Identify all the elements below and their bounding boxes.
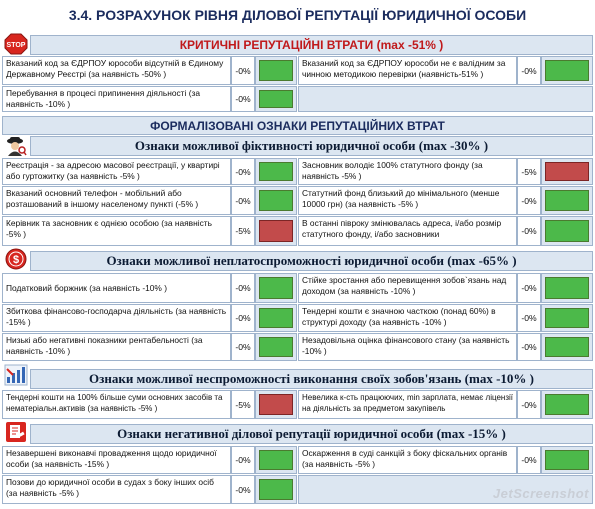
criterion-percent: -0% xyxy=(517,186,541,215)
criterion-percent: -5% xyxy=(231,216,255,246)
status-indicator xyxy=(541,390,593,419)
status-indicator xyxy=(255,216,297,246)
legal-document-icon xyxy=(4,421,28,443)
criterion-text: Керівник та засновник є однією особою (за наявність -5% ) xyxy=(2,216,231,246)
status-indicator xyxy=(255,273,297,303)
criterion-text: Перебування в процесі припинення діяльності (за наявність -10% ) xyxy=(2,86,231,112)
criterion-percent: -0% xyxy=(517,446,541,474)
criterion-percent: -0% xyxy=(231,56,255,85)
criterion-percent: -0% xyxy=(231,273,255,303)
stop-sign-icon xyxy=(4,33,28,55)
status-indicator xyxy=(541,158,593,185)
criterion-percent: -0% xyxy=(517,273,541,303)
bar-chart-icon xyxy=(4,364,28,386)
critical-header: КРИТИЧНІ РЕПУТАЦІЙНІ ВТРАТИ (max -51% ) xyxy=(30,35,593,55)
criterion-text: Оскарження в суді санкцій з боку фіскальних органів (за наявність -5% ) xyxy=(298,446,517,474)
criterion-percent: -5% xyxy=(517,158,541,185)
criterion-text: Стійке зростання або перевищення зобов`язань над доходом (за наявність -10% ) xyxy=(298,273,517,303)
criterion-percent: -0% xyxy=(231,333,255,361)
criterion-percent: -0% xyxy=(231,304,255,332)
svg-text:STOP: STOP xyxy=(6,42,26,49)
status-indicator xyxy=(255,390,297,419)
criterion-percent: -0% xyxy=(231,475,255,504)
criterion-text: Реєстрація - за адресою масової реєстрації, у квартирі або гуртожитку (за наявність -5% ) xyxy=(2,158,231,185)
status-indicator xyxy=(541,216,593,246)
fictitious-header: Ознаки можливої фіктивності юридичної особи (max -30% ) xyxy=(30,136,593,156)
criterion-percent: -0% xyxy=(517,56,541,85)
status-indicator xyxy=(255,56,297,85)
status-indicator xyxy=(255,304,297,332)
status-indicator xyxy=(255,333,297,361)
obligations-header: Ознаки можливої неспроможності виконання своїх зобов'язань (max -10% ) xyxy=(30,369,593,389)
insolvency-header: Ознаки можливої неплатоспроможності юридичної особи (max -65% ) xyxy=(30,251,593,271)
status-indicator xyxy=(255,186,297,215)
criterion-percent: -0% xyxy=(517,390,541,419)
status-indicator xyxy=(541,56,593,85)
status-indicator xyxy=(255,446,297,474)
status-indicator xyxy=(541,446,593,474)
formal-header: ФОРМАЛІЗОВАНІ ОЗНАКИ РЕПУТАЦІЙНИХ ВТРАТ xyxy=(2,116,593,135)
watermark: JetScreenshot xyxy=(492,486,589,501)
criterion-text: Невелика к-сть працюючих, min зарплата, немає ліцензії на діяльність за предметом закупівель xyxy=(298,390,517,419)
status-indicator xyxy=(255,158,297,185)
status-indicator xyxy=(541,273,593,303)
criterion-text: Вказаний основний телефон - мобільний або розташований в іншому населеному пункті (-5% ) xyxy=(2,186,231,215)
page-title: 3.4. РОЗРАХУНОК РІВНЯ ДІЛОВОЇ РЕПУТАЦІЇ ЮРИДИЧНОЇ ОСОБИ xyxy=(68,7,527,23)
criterion-text: Вказаний код за ЄДРПОУ юрособи відсутній в Єдиному Державному Реєстрі (за наявність -50% ) xyxy=(2,56,231,85)
criterion-percent: -0% xyxy=(517,333,541,361)
criterion-percent: -0% xyxy=(231,158,255,185)
criterion-text: Податковий боржник (за наявність -10% ) xyxy=(2,273,231,303)
svg-text:$: $ xyxy=(12,254,20,266)
status-indicator xyxy=(541,333,593,361)
status-indicator xyxy=(541,186,593,215)
criterion-text: Тендерні кошти є значною часткою (понад 60%) в структурі доходу (за наявність -10% ) xyxy=(298,304,517,332)
status-indicator xyxy=(255,475,297,504)
criterion-text: Статутний фонд близький до мінімального (менше 10000 грн) (за наявність -5% ) xyxy=(298,186,517,215)
criterion-text: Збиткова фінансово-господарча діяльність (за наявність -15% ) xyxy=(2,304,231,332)
criterion-text: Вказаний код за ЄДРПОУ юрособи не є валідним за чинною методикою перевірки (наявність-51% ) xyxy=(298,56,517,85)
empty-cell xyxy=(298,86,593,112)
detective-icon xyxy=(4,135,28,157)
status-indicator xyxy=(255,86,297,112)
negative-header: Ознаки негативної ділової репутації юридичної особи (max -15% ) xyxy=(30,424,593,444)
criterion-text: В останні півроку змінювалась адреса, і/або розмір статутного фонду, і/або засновники xyxy=(298,216,517,246)
criterion-percent: -0% xyxy=(517,216,541,246)
dollar-coin-icon xyxy=(4,248,28,270)
status-indicator xyxy=(541,304,593,332)
criterion-percent: -0% xyxy=(517,304,541,332)
criterion-text: Незадовільна оцінка фінансового стану (за наявність -10% ) xyxy=(298,333,517,361)
criterion-text: Засновник володіє 100% статутного фонду (за наявність -5% ) xyxy=(298,158,517,185)
criterion-text: Позови до юридичної особи в судах з боку інших осіб (за наявність -5% ) xyxy=(2,475,231,504)
criterion-percent: -0% xyxy=(231,86,255,112)
criterion-text: Тендерні кошти на 100% більше суми основних засобів та нематеріальн.активів (за наявність -5% ) xyxy=(2,390,231,419)
criterion-percent: -0% xyxy=(231,186,255,215)
criterion-percent: -0% xyxy=(231,446,255,474)
criterion-text: Незавершені виконавчі провадження щодо юридичної особи (за наявність -15% ) xyxy=(2,446,231,474)
criterion-percent: -5% xyxy=(231,390,255,419)
criterion-text: Низькі або негативні показники рентабельності (за наявність -10% ) xyxy=(2,333,231,361)
